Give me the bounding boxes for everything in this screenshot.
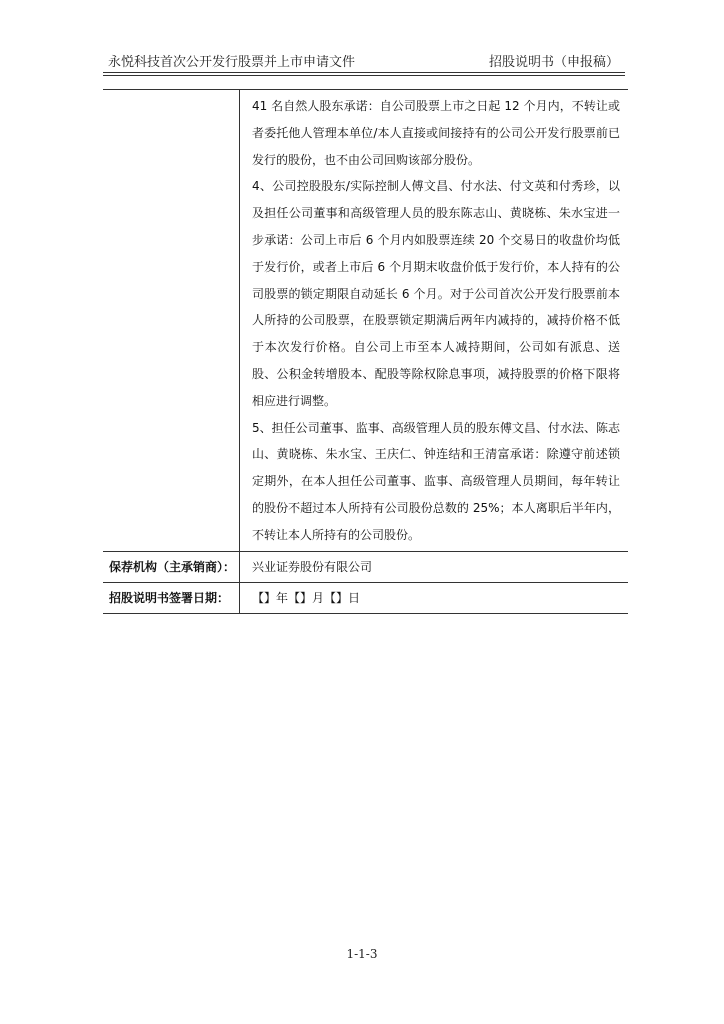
sign-date-label: 招股说明书签署日期： bbox=[109, 591, 230, 606]
sign-date-value: 【】年【】月【】日 bbox=[239, 583, 628, 613]
header-document-title: 永悦科技首次公开发行股票并上市申请文件 bbox=[108, 55, 356, 70]
commitments-label-cell bbox=[103, 89, 239, 551]
page-header bbox=[103, 47, 625, 71]
commitments-content-cell bbox=[239, 89, 628, 551]
header-rule bbox=[103, 72, 625, 73]
sponsor-value: 兴业证券股份有限公司 bbox=[239, 552, 628, 582]
commitment-paragraph: 5、担任公司董事、监事、高级管理人员的股东傅文昌、付水法、陈志山、黄晓栋、朱水宝、王庆仁、钟连结和王清富承诺：除遵守前述锁定期外，在本人担任公司董事、监事、高级管理人员期间，每年转让的股份不超过本人所持有公司股份总数的 25%；本人离职后半年内，不转让本人所持有的公司股份。 bbox=[252, 420, 620, 542]
table-bottom-rule bbox=[103, 613, 628, 615]
info-table bbox=[103, 89, 628, 614]
header-rule-double bbox=[103, 75, 625, 76]
table-row-commitments bbox=[103, 89, 628, 551]
table-row-sign-date bbox=[103, 583, 628, 613]
table-row-sponsor bbox=[103, 552, 628, 582]
header-document-type: 招股说明书（申报稿） bbox=[488, 55, 619, 70]
page-number: 1-1-3 bbox=[346, 947, 378, 961]
commitment-paragraph: 41 名自然人股东承诺：自公司股票上市之日起 12 个月内，不转让或者委托他人管理本单位/本人直接或间接持有的公司公开发行股票前已发行的股份，也不由公司回购该部分股份。 bbox=[252, 99, 620, 167]
sponsor-label: 保荐机构（主承销商）： bbox=[109, 560, 236, 575]
commitment-paragraph: 4、公司控股股东/实际控制人傅文昌、付水法、付文英和付秀珍，以及担任公司董事和高级管理人员的股东陈志山、黄晓栋、朱水宝进一步承诺：公司上市后 6 个月内如股票连续 20 个交易日的收盘价均低于发行价，或者上市后 6 个月期末收盘价低于发行价，本人持有的公司股票的锁定期限自动延长 6 个月。对于公司首次公开发行股票前本人所持的公司股票，在股票锁定期满后两年内减持的，减持价格不低于本次发行价格。自公司上市至本人减持期间，公司如有派息、送股、公积金转增股本、配股等除权除息事项，减持股票的价格下限将相应进行调整。 bbox=[252, 179, 620, 408]
